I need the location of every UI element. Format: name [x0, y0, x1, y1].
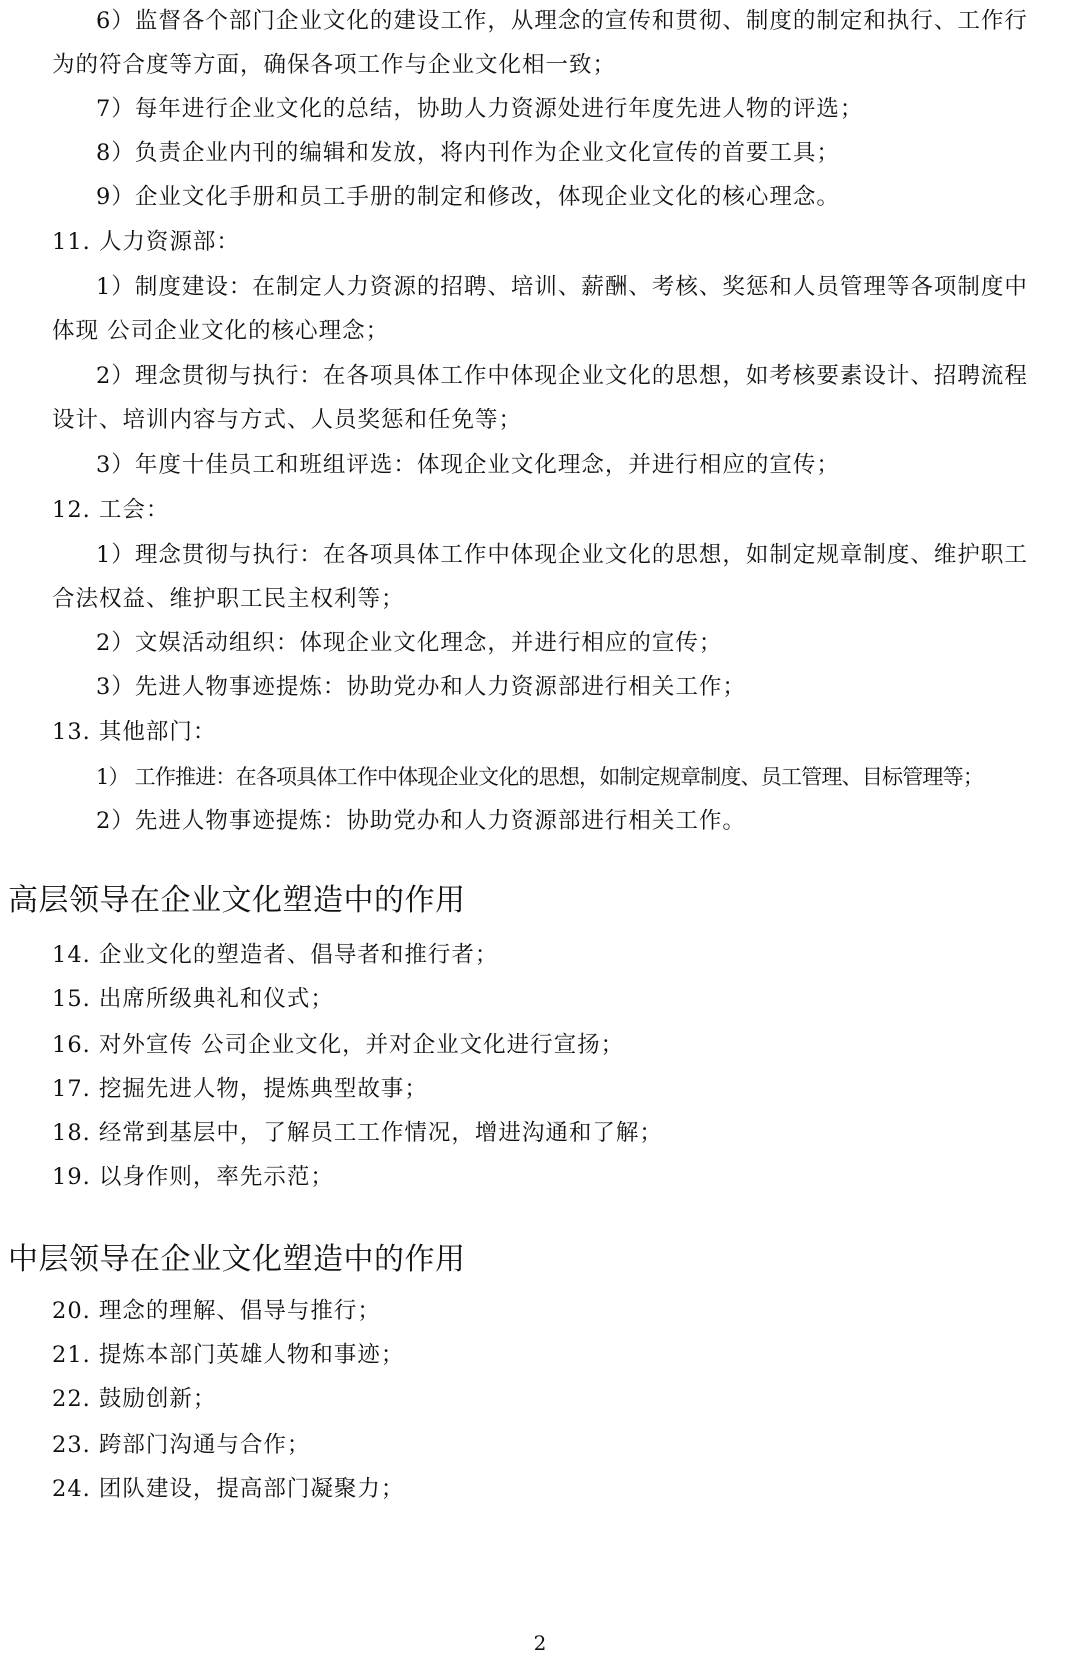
- list-item: 15. 出席所级典礼和仪式；: [52, 986, 334, 1012]
- list-item-text: 1）理念贯彻与执行：在各项具体工作中体现企业文化的思想，如制定规章制度、维护职工: [96, 542, 1028, 568]
- list-item: 22. 鼓励创新；: [52, 1386, 217, 1412]
- list-item-text: 体现 公司企业文化的核心理念；: [52, 318, 390, 344]
- list-item-text: 2）先进人物事迹提炼：协助党办和人力资源部进行相关工作。: [96, 808, 746, 834]
- list-item: 21. 提炼本部门英雄人物和事迹；: [52, 1342, 405, 1368]
- section-item: 11. 人力资源部：: [52, 229, 240, 255]
- list-item: 18. 经常到基层中，了解员工工作情况，增进沟通和了解；: [52, 1120, 663, 1146]
- list-item: 16. 对外宣传 公司企业文化，并对企业文化进行宣扬；: [52, 1032, 625, 1058]
- list-item-text: 1）制度建设：在制定人力资源的招聘、培训、薪酬、考核、奖惩和人员管理等各项制度中: [96, 274, 1028, 300]
- list-item-text: 2）理念贯彻与执行：在各项具体工作中体现企业文化的思想，如考核要素设计、招聘流程: [96, 363, 1028, 389]
- section-heading: 中层领导在企业文化塑造中的作用: [8, 1242, 466, 1277]
- list-item-text: 1） 工作推进：在各项具体工作中体现企业文化的思想，如制定规章制度、员工管理、目标管理等；: [96, 765, 984, 789]
- list-item-text: 3）年度十佳员工和班组评选：体现企业文化理念，并进行相应的宣传；: [96, 452, 840, 478]
- section-item: 12. 工会：: [52, 497, 170, 523]
- list-item-text: 2）文娱活动组织：体现企业文化理念，并进行相应的宣传；: [96, 630, 723, 656]
- list-item-text: 为的符合度等方面，确保各项工作与企业文化相一致；: [52, 52, 617, 78]
- list-item: 20. 理念的理解、倡导与推行；: [52, 1298, 381, 1324]
- list-item: 14. 企业文化的塑造者、倡导者和推行者；: [52, 942, 499, 968]
- list-item: 17. 挖掘先进人物，提炼典型故事；: [52, 1076, 428, 1102]
- list-item-text: 6）监督各个部门企业文化的建设工作，从理念的宣传和贯彻、制度的制定和执行、工作行: [96, 8, 1028, 34]
- list-item: 23. 跨部门沟通与合作；: [52, 1432, 311, 1458]
- list-item: 24. 团队建设，提高部门凝聚力；: [52, 1476, 405, 1502]
- list-item: 19. 以身作则，率先示范；: [52, 1164, 334, 1190]
- list-item-text: 合法权益、维护职工民主权利等；: [52, 586, 405, 612]
- list-item-text: 7）每年进行企业文化的总结，协助人力资源处进行年度先进人物的评选；: [96, 96, 864, 122]
- list-item-text: 设计、培训内容与方式、人员奖惩和任免等；: [52, 407, 523, 433]
- section-item: 13. 其他部门：: [52, 719, 217, 745]
- section-heading: 高层领导在企业文化塑造中的作用: [8, 883, 466, 918]
- list-item-text: 8）负责企业内刊的编辑和发放，将内刊作为企业文化宣传的首要工具；: [96, 140, 840, 166]
- list-item-text: 3）先进人物事迹提炼：协助党办和人力资源部进行相关工作；: [96, 674, 746, 700]
- page-number: 2: [533, 1631, 547, 1655]
- list-item-text: 9）企业文化手册和员工手册的制定和修改，体现企业文化的核心理念。: [96, 184, 840, 210]
